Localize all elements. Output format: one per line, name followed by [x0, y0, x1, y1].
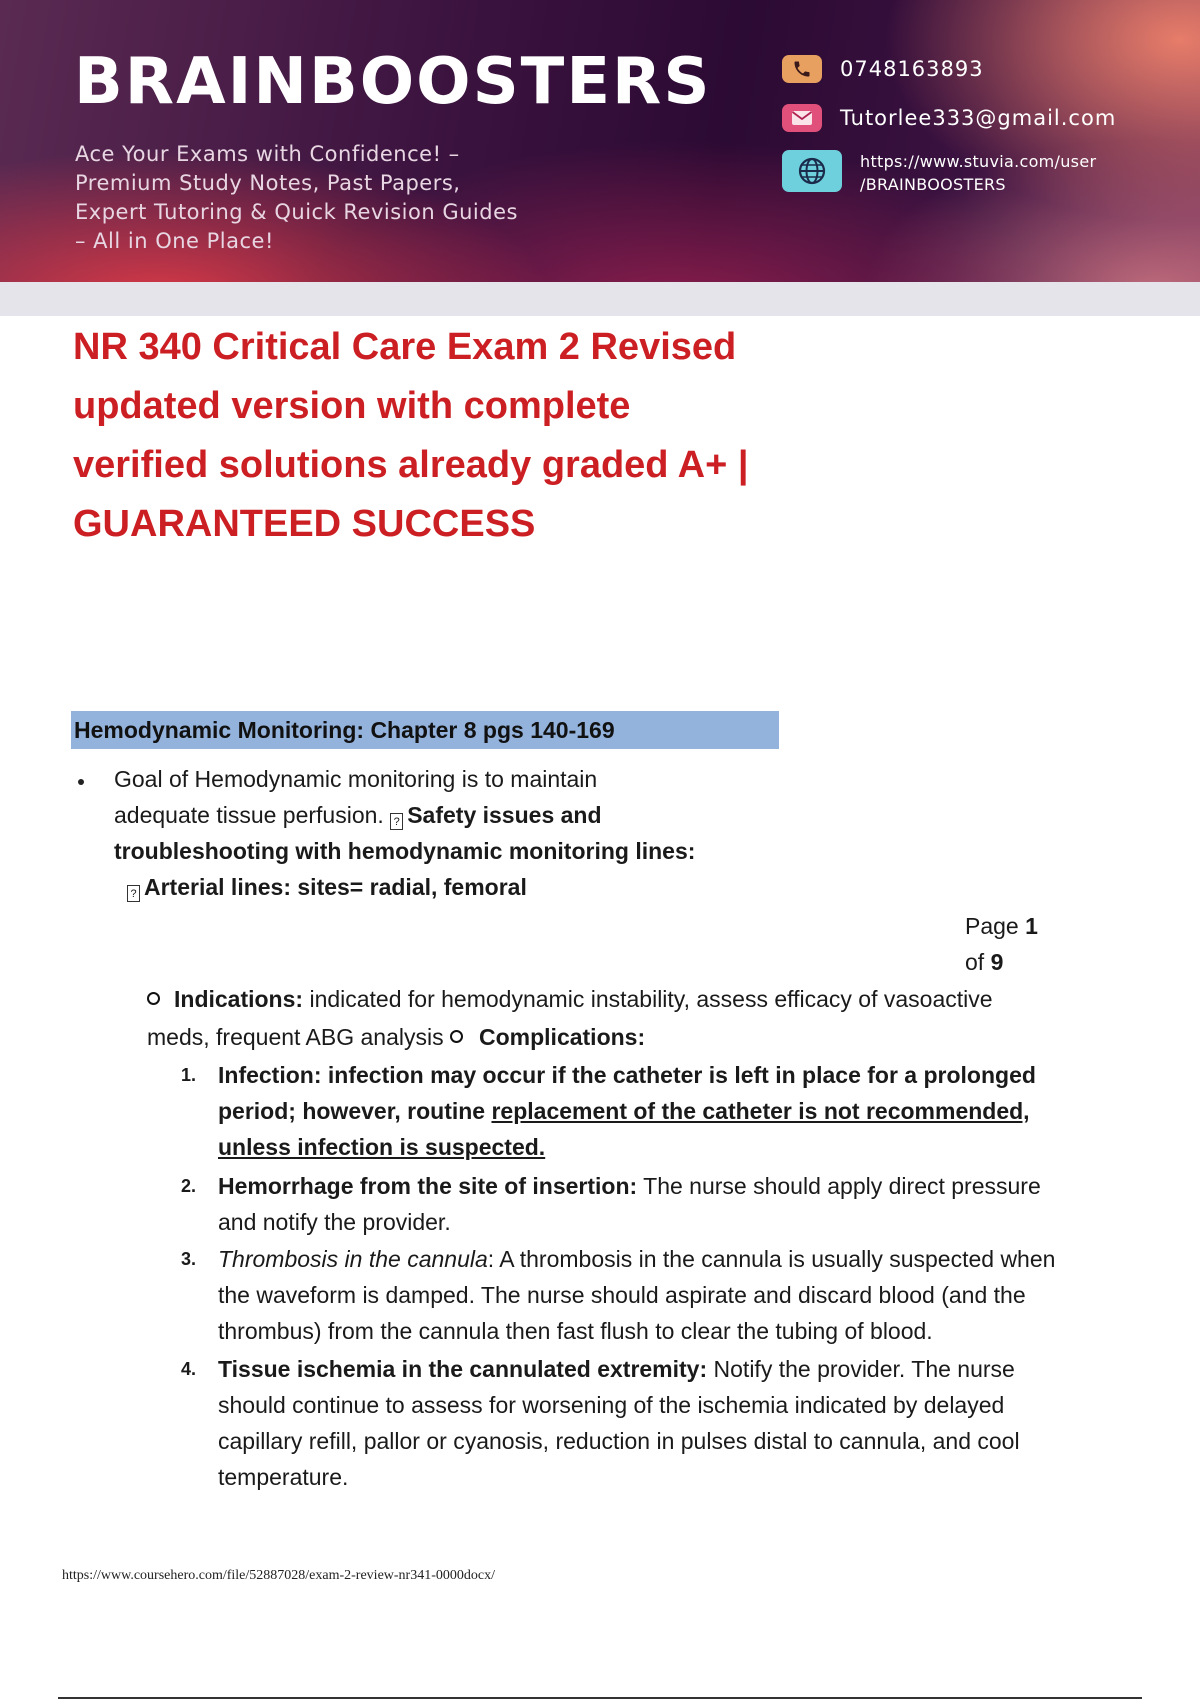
globe-icon — [782, 150, 842, 192]
list-number: 2. — [181, 1176, 197, 1196]
indications-line — [147, 1019, 645, 1055]
title-line: verified solutions already graded A+ | — [73, 444, 749, 486]
list-item-line: capillary refill, pallor or cyanosis, reduction in pulses distal to cannula, and cool — [218, 1428, 1020, 1454]
item-underlined-text: replacement of the catheter is not recommended, — [491, 1098, 1030, 1124]
section-heading — [71, 711, 779, 749]
source-url-link[interactable]: https://www.coursehero.com/file/52887028/exam-2-review-nr341-0000docx/ — [62, 1568, 495, 1583]
list-item-line — [218, 1168, 1041, 1204]
list-item-line: the waveform is damped. The nurse should aspirate and discard blood (and the — [218, 1282, 1026, 1308]
bottom-rule — [58, 1697, 1142, 1699]
tagline-line: Ace Your Exams with Confidence! – — [75, 142, 460, 166]
list-item-line: temperature. — [218, 1464, 349, 1490]
complications-label: Complications: — [479, 1024, 646, 1050]
arterial-lines-text: Arterial lines: sites= radial, femoral — [144, 874, 527, 900]
page-number: 1 — [1025, 913, 1038, 939]
item-label: Thrombosis in the cannula — [218, 1246, 488, 1272]
list-number: 4. — [181, 1359, 197, 1379]
list-item-line — [218, 1351, 1015, 1387]
website-line: /BRAINBOOSTERS — [860, 175, 1006, 194]
item-text: infection may occur if the catheter is left in place for a prolonged — [321, 1062, 1036, 1088]
bullet-line: troubleshooting with hemodynamic monitoring lines: — [114, 838, 696, 864]
brand-logo: BRAINBOOSTERS — [74, 45, 712, 119]
website-url — [860, 150, 1096, 196]
bullet-bold-text: Safety issues and — [407, 802, 602, 828]
tagline-line: – All in One Place! — [75, 229, 274, 253]
bullet-line — [114, 797, 602, 833]
indications-line — [147, 981, 993, 1017]
list-item-line: should continue to assess for worsening of the ischemia indicated by delayed — [218, 1392, 1005, 1418]
banner-divider-band — [0, 282, 1200, 316]
tagline-line: Expert Tutoring & Quick Revision Guides — [75, 200, 518, 224]
item-text: period; however, routine — [218, 1098, 492, 1124]
of-word: of — [965, 949, 985, 975]
circle-bullet-icon — [450, 1030, 463, 1043]
page-counter-line — [965, 944, 1003, 980]
tagline-line: Premium Study Notes, Past Papers, — [75, 171, 461, 195]
bullet-line — [127, 869, 527, 905]
header-banner — [0, 0, 1200, 282]
title-line: NR 340 Critical Care Exam 2 Revised — [73, 326, 737, 368]
page-total: 9 — [990, 949, 1004, 975]
item-text: : A thrombosis in the cannula is usually suspected when — [487, 1246, 1056, 1272]
phone-number: 0748163893 — [840, 57, 984, 81]
contact-website[interactable] — [782, 150, 1096, 196]
list-number: 1. — [181, 1065, 197, 1085]
list-number: 3. — [181, 1249, 197, 1269]
bullet-line: Goal of Hemodynamic monitoring is to maintain — [114, 766, 598, 792]
indications-label: Indications: — [174, 986, 304, 1012]
item-text: The nurse should apply direct pressure — [637, 1173, 1041, 1199]
page-word: Page — [965, 913, 1019, 939]
phone-icon — [782, 55, 822, 83]
mail-icon — [782, 104, 822, 132]
contact-email[interactable] — [782, 104, 1116, 132]
list-item-line — [218, 1093, 1030, 1129]
circle-bullet-icon — [147, 992, 160, 1005]
section-heading-text: Hemodynamic Monitoring: Chapter 8 pgs 140-169 — [74, 717, 615, 743]
list-item-line: and notify the provider. — [218, 1209, 451, 1235]
item-label: Hemorrhage from the site of insertion: — [218, 1173, 638, 1199]
missing-glyph-icon: ? — [127, 885, 140, 902]
list-item-line: thrombus) from the cannula then fast flush to clear the tubing of blood. — [218, 1318, 933, 1344]
item-label: Tissue ischemia in the cannulated extremity: — [218, 1356, 708, 1382]
item-label: Infection: — [218, 1062, 322, 1088]
email-address: Tutorlee333@gmail.com — [840, 106, 1117, 130]
website-line: https://www.stuvia.com/user — [860, 152, 1097, 171]
list-item-line — [218, 1057, 1036, 1093]
title-line: GUARANTEED SUCCESS — [73, 503, 536, 545]
tagline — [75, 140, 635, 256]
bullet-text: adequate tissue perfusion. — [114, 802, 391, 828]
list-item-line: unless infection is suspected. — [218, 1134, 546, 1160]
list-item-line — [218, 1241, 1055, 1277]
document-title — [73, 318, 833, 554]
bullet-dot — [78, 779, 84, 785]
contact-phone[interactable] — [782, 55, 984, 83]
indications-text: meds, frequent ABG analysis — [147, 1024, 450, 1050]
indications-text: indicated for hemodynamic instability, assess efficacy of vasoactive — [303, 986, 993, 1012]
page-counter-line — [965, 908, 1038, 944]
title-line: updated version with complete — [73, 385, 631, 427]
item-text: Notify the provider. The nurse — [707, 1356, 1015, 1382]
missing-glyph-icon: ? — [390, 813, 403, 830]
